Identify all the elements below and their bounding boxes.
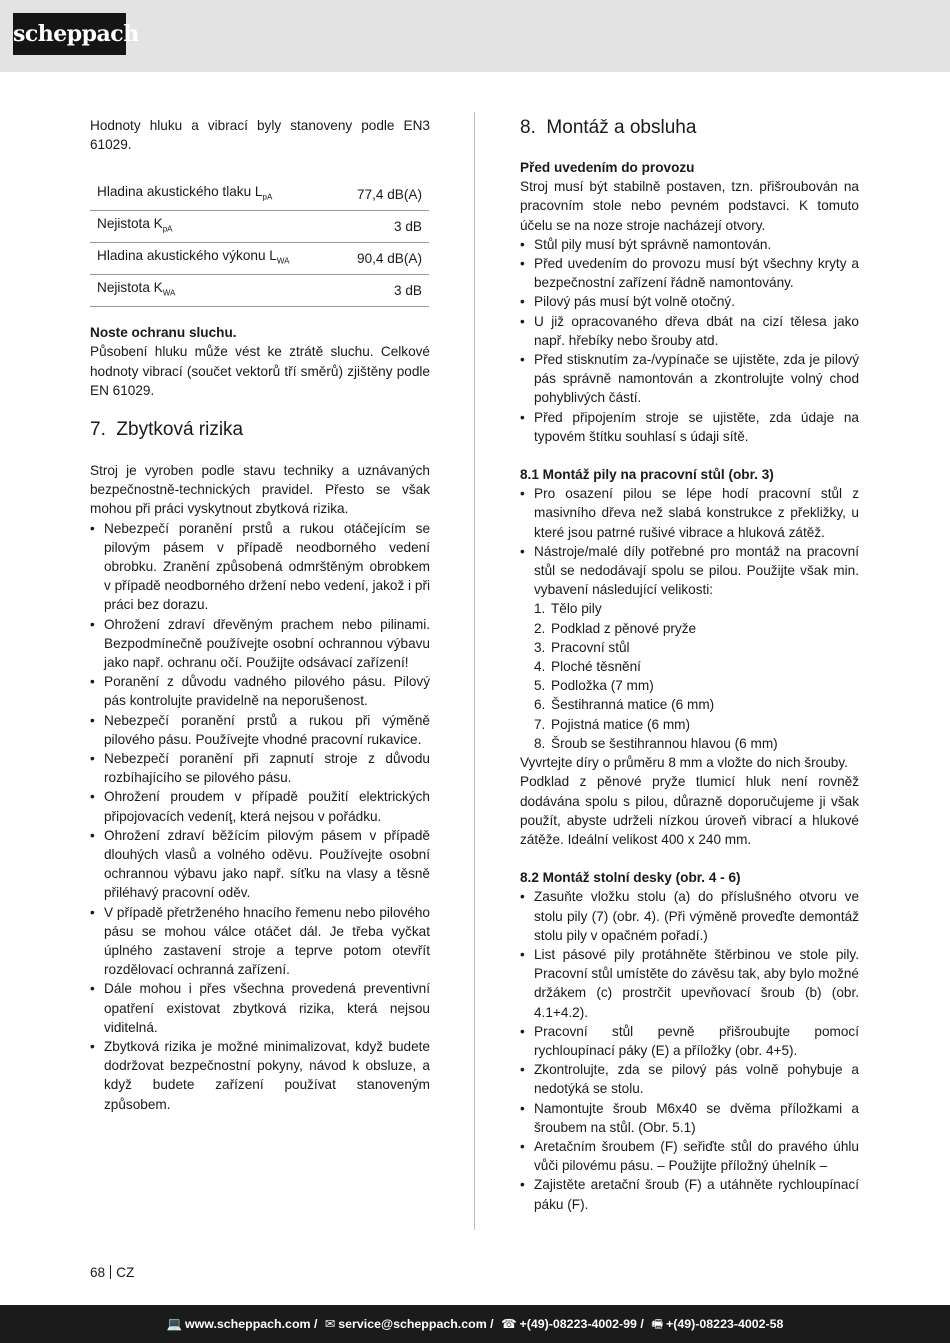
hearing-text: Působení hluku může vést ke ztrátě sluchu. Celkové hodnoty vibrací (součet vektorů tří směrů) zjištěny podle EN 61029. (90, 344, 430, 398)
list-item: • Namontujte šroub M6x40 se dvěma příložkami a šroubem na stůl. (Obr. 5.1) (520, 1099, 859, 1137)
list-item: • Ohrožení proudem v případě použití elektrických připojovacích vedeníţ, která nejsou v pořádku. (90, 787, 430, 825)
page-number (90, 1265, 134, 1280)
header-bar (0, 0, 950, 72)
section-7-heading: 7. Zbytková rizika (90, 418, 244, 440)
section-8-1-text-2: Podklad z pěnové pryže tlumicí hluk není rovněž dodávána spolu s pilou, důrazně doporučujeme ji však použít, abyste udrželi nízkou úroveň vibrací a hlukové zátěže. Ideální velikost 400 x 240 mm. (520, 774, 859, 847)
section-7-intro: Stroj je vyroben podle stavu techniky a uznávaných bezpečnostně-technických pravidel. Přesto se však mohou při práci vyskytnout zbytková rizika. (90, 462, 430, 517)
phone-icon: ☎ (501, 1317, 517, 1331)
list-item: • Pracovní stůl pevně přišroubujte pomocí rychloupínací páky (E) a příložky (obr. 4+5). (520, 1022, 859, 1060)
section-8-1-list (520, 484, 859, 599)
table-label: Hladina akustického výkonu $L_{WA}$ (90, 243, 335, 275)
fax-icon: 🖷 (651, 1317, 663, 1331)
table-value: 77,4 dB(A) (335, 179, 429, 210)
list-item: • Zbytková rizika je možné minimalizovat, když budete dodržovat bezpečnostní pokyny, návod k obsluze, a když budete zařízení používat stanoveným způsobem. (90, 1037, 430, 1114)
language-code: CZ (116, 1265, 135, 1280)
section-8-1-text-1: Vyvrtejte díry o průměru 8 mm a vložte do nich šrouby. (520, 755, 848, 771)
table-label: Hladina akustického tlaku $L_{pA}$ (90, 179, 335, 210)
list-item: • Poranění z důvodu vadného pilového pásu. Pilový pás kontrolujte pravidelně na neporušenost. (90, 672, 430, 710)
mail-icon: ✉ (324, 1317, 336, 1331)
list-item: • List pásové pily protáhněte štěrbinou ve stole pily. Pracovní stůl umístěte do závěsu tak, aby bylo možné držákem (c) prostrčit upevňovací šroub (b) (obr. 4.1+4.2). (520, 945, 859, 1022)
list-item: • Pilový pás musí být volně otočný. (520, 292, 859, 311)
logo-text: scheppach (13, 21, 139, 47)
table-value: 3 dB (335, 275, 429, 307)
table-row (90, 243, 429, 275)
list-item: 4. Ploché těsnění (534, 659, 641, 675)
before-start-list (520, 235, 859, 446)
before-start-text: Stroj musí být stabilně postaven, tzn. přišroubován na pracovním stole nebo pevném podstavci. K tomuto účelu se na noze stroje nacházejí otvory. (520, 179, 859, 233)
list-item: • Nebezpečí poranění prstů a rukou otáčejícím se pilovým pásem v případě neodborného vedení obrobku. Zranění způsobená odmrštěným obrobkem v případě neodborného držení nebo vedení, jakož i při práci bez dorazu. (90, 519, 430, 615)
section-8-2-list (520, 887, 859, 1213)
list-item: • Před připojením stroje se ujistěte, zda údaje na typovém štítku souhlasí s údaji sítě. (520, 408, 859, 446)
website-link[interactable]: www.scheppach.com / (184, 1317, 318, 1331)
computer-icon: 💻 (166, 1317, 182, 1331)
list-item: • Před uvedením do provozu musí být všechny kryty a bezpečnostní zařízení řádně namontovány. (520, 254, 859, 292)
table-row (90, 211, 429, 243)
list-item: • Ohrožení zdraví dřevěným prachem nebo pilinami. Bezpodmínečně používejte osobní ochrannou výbavu jako např. ochranu očí. Použijte odsávací zařízení! (90, 615, 430, 673)
list-item: • Zasuňte vložku stolu (a) do příslušného otvoru ve stolu pily (7) (obr. 4). (Při výměně proveďte demontáž stolu pily v opačném pořadí.) (520, 887, 859, 945)
right-column (520, 116, 859, 1214)
fax-number: +(49)-08223-4002-58 (666, 1317, 784, 1331)
list-item: • Ohrožení zdraví běžícím pilovým pásem v případě dlouhých vlasů a volného oděvu. Používejte osobní ochrannou výbavu jako např. síťku na vlasy a těsně přiléhavý pracovní oděv. (90, 826, 430, 903)
list-item: • V případě přetrženého hnacího řemenu nebo pilového pásu se mohou válce otáčet dál. Je třeba vyčkat úplného zastavení stroje a teprve potom otevřít rozdělovací ochranná zařízení. (90, 903, 430, 980)
list-item: 8. Šroub se šestihrannou hlavou (6 mm) (534, 735, 778, 751)
table-value: 3 dB (335, 211, 429, 243)
list-item: • Před stisknutím za-/vypínače se ujistěte, zda je pilový pás správně namontován a zkontrolujte volný chod pohyblivých částí. (520, 350, 859, 408)
phone-number: +(49)-08223-4002-99 / (519, 1317, 644, 1331)
list-item: 6. Šestihranná matice (6 mm) (534, 697, 715, 713)
list-item: • Pro osazení pilou se lépe hodí pracovní stůl z masivního dřeva než slabá konstrukce z překližky, u které jsou patrné rušivé vibrace a hluková zátěž. (520, 484, 859, 542)
list-item: 3. Pracovní stůl (534, 639, 630, 655)
list-item: 5. Podložka (7 mm) (534, 678, 654, 694)
table-label: Nejistota $K_{pA}$ (90, 211, 335, 243)
column-divider (474, 112, 475, 1230)
list-item: • Nástroje/malé díly potřebné pro montáž na pracovní stůl se nedodávají spolu se pilou. Použijte však min. vybavení následující velikosti: (520, 542, 859, 600)
table-value: 90,4 dB(A) (335, 243, 429, 275)
list-item: • Dále mohou i přes všechna provedená preventivní opatření existovat zbytková rizika, která nejsou viditelná. (90, 979, 430, 1037)
list-item: • Aretačním šroubem (F) seřiďte stůl do pravého úhlu vůči pilovému pásu. – Použijte příložný úhelník – (520, 1137, 859, 1175)
noise-table (90, 179, 429, 307)
list-item: • U již opracovaného dřeva dbát na cizí tělesa jako např. hřebíky nebo šrouby atd. (520, 312, 859, 350)
section-8-2-title: 8.2 Montáž stolní desky (obr. 4 - 6) (520, 870, 741, 886)
parts-list (520, 599, 859, 753)
list-item: 2. Podklad z pěnové pryže (534, 620, 697, 636)
table-label: Nejistota $K_{WA}$ (90, 275, 335, 307)
list-item: • Stůl pily musí být správně namontován. (520, 235, 859, 254)
contact-footer (0, 1305, 950, 1343)
noise-intro: Hodnoty hluku a vibrací byly stanoveny podle EN3 61029. (90, 118, 430, 153)
list-item: • Zkontrolujte, zda se pilový pás volně pohybuje a nedotýká se stolu. (520, 1060, 859, 1098)
separator (110, 1265, 111, 1279)
page-number-value: 68 (90, 1265, 106, 1280)
list-item: 7. Pojistná matice (6 mm) (534, 716, 690, 732)
contact-line (0, 1315, 950, 1336)
hearing-title: Noste ochranu sluchu. (90, 325, 237, 341)
email-link[interactable]: service@scheppach.com / (338, 1317, 494, 1331)
section-8-heading: 8. Montáž a obsluha (520, 117, 697, 138)
list-item: • Nebezpečí poranění prstů a rukou při výměně pilového pásu. Používejte vhodné pracovní rukavice. (90, 711, 430, 749)
section-8-1-title: 8.1 Montáž pily na pracovní stůl (obr. 3) (520, 467, 774, 483)
table-row (90, 179, 429, 210)
risk-list (90, 519, 430, 1114)
left-column (90, 116, 430, 1114)
before-start-title: Před uvedením do provozu (520, 160, 695, 175)
table-row (90, 275, 429, 307)
list-item: 1. Tělo pily (534, 601, 602, 617)
list-item: • Zajistěte aretační šroub (F) a utáhněte rychloupínací páku (F). (520, 1175, 859, 1213)
list-item: • Nebezpečí poranění při zapnutí stroje z důvodu rozbíhajícího se pilového pásu. (90, 749, 430, 787)
brand-logo (13, 13, 139, 55)
